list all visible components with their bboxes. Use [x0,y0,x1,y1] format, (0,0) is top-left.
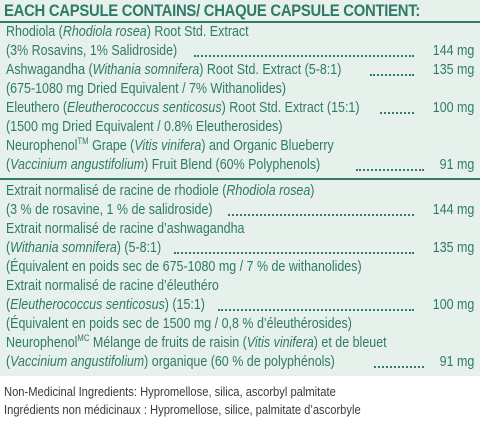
ashwagandha-name-fr: Extrait normalisé de racine d’ashwagandha [6,221,245,237]
dot-leader [374,366,424,368]
rhodiola-name-fr: Extrait normalisé de racine de rhodiole (Rhodiola rosea) [6,183,315,199]
eleuthero-amount-fr: 100 mg [432,297,474,313]
non-medicinal-ingredients-fr: Ingrédients non médicinaux : Hypromellose, silice, palmitate d’ascorbyle [4,402,361,417]
ashwagandha-equiv-fr: (Équivalent en poids sec de 675-1080 mg / 7 % de withanolides) [6,259,362,275]
neurophenol-amount: 91 mg [439,157,474,173]
dot-leader [218,309,414,311]
neurophenol-std-en: (Vaccinium angustifolium) Fruit Blend (60% Polyphenols) 91 mg [6,157,474,173]
rhodiola-std-fr: (3 % de rosavine, 1 % de salidroside) 144 mg [6,202,474,218]
rhodiola-amount: 144 mg [432,43,474,59]
non-medicinal-ingredients-en: Non-Medicinal Ingredients: Hypromellose, silica, ascorbyl palmitate [4,384,336,399]
neurophenol-std-fr: (Vaccinium angustifolium) organique (60 % de polyphénols) 91 mg [6,354,474,370]
dot-leader [194,55,414,57]
eleuthero-std-en: (1500 mg Dried Equivalent / 0.8% Eleutherosides) [6,119,283,135]
eleuthero-std-fr: (Eleutherococcus senticosus) (15:1) 100 mg [6,297,474,313]
eleuthero-equiv-fr: (Équivalent en poids sec de 1500 mg / 0,8 % d’éleuthérosides) [6,316,352,332]
eleuthero-name-en: Eleuthero (Eleutherococcus senticosus) Root Std. Extract (15:1) 100 mg [6,100,474,116]
ashwagandha-name-en: Ashwagandha (Withania somnifera) Root Std. Extract (5-8:1) 135 mg [6,62,474,78]
rhodiola-name-en: Rhodiola (Rhodiola rosea) Root Std. Extract [6,24,249,40]
ashwagandha-amount: 135 mg [432,62,474,78]
eleuthero-amount: 100 mg [432,100,474,116]
rhodiola-std-en: (3% Rosavins, 1% Salidroside) 144 mg [6,43,474,59]
neurophenol-amount-fr: 91 mg [439,354,474,370]
ashwagandha-std-fr: (Withania somnifera) (5-8:1) 135 mg [6,240,474,256]
dot-leader [380,112,414,114]
neurophenol-name-fr: Neurophenol$^{MC}$ Mélange de fruits de raisin (Vitis vinifera) et de bleuet [6,333,387,351]
ashwagandha-std-en: (675-1080 mg Dried Equivalent / 7% Withanolides) [6,81,287,97]
dot-leader [370,74,414,76]
rhodiola-amount-fr: 144 mg [432,202,474,218]
section-rule [0,178,480,180]
dot-leader [228,214,414,216]
ashwagandha-amount-fr: 135 mg [432,240,474,256]
neurophenol-name-en: Neurophenol™ Grape (Vitis vinifera) and Organic Blueberry [6,136,334,154]
panel-heading: EACH CAPSULE CONTAINS/ CHAQUE CAPSULE CONTIENT: [4,2,421,20]
dot-leader [174,252,414,254]
eleuthero-name-fr: Extrait normalisé de racine d’éleuthéro [6,278,219,294]
dot-leader [356,169,424,171]
